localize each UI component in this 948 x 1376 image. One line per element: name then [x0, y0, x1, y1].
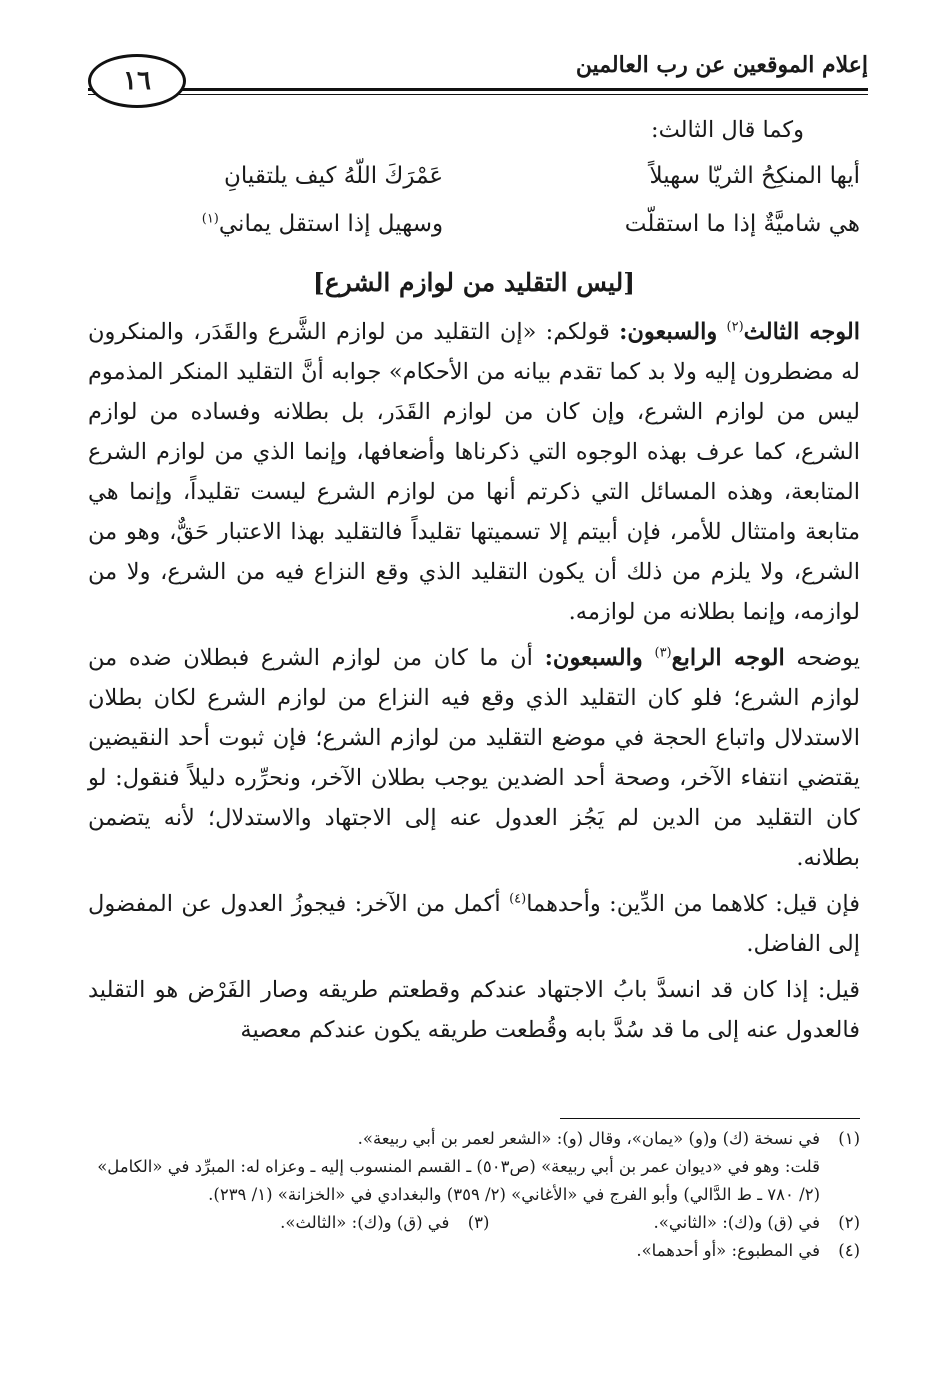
paragraph-lead: يوضحه [796, 645, 860, 671]
paragraph-text: أكمل من الآخر: فيجوزُ العدول عن المفضول إلى الفاضل. [88, 891, 860, 957]
footnote-number: (٣) [467, 1213, 490, 1232]
running-title: إعلام الموقعين عن رب العالمين [575, 52, 868, 78]
main-text [88, 110, 860, 1050]
aspect-label-cont: والسبعون: [544, 645, 643, 671]
paragraph-text: أن ما كان من لوازم الشرع فبطلان ضده من لوازم الشرع؛ فلو كان التقليد الذي وقع فيه النزاع من لوازم الشرع لكان بطلان الاستدلال واتباع الحجة في موضع التقليد من لوازم الشرع؛ فإن ثبوت أحد النقيضين يقتضي انتفاء الآخر، وصحة أحد الضدين يوجب بطلان الآخر، ونحرِّره دليلاً فنقول: لو كان التقليد من الدين لم يَجُز العدول عنه إلى الاجتهاد والاستدلال؛ لأنه يتضمن بطلانه. [88, 645, 860, 871]
paragraph-text: قولكم: «إن التقليد من لوازم الشَّرع والقَدَر، والمنكرون له مضطرون إليه ولا بد كما تقدم بيانه من الأحكام» جوابه أنَّ التقليد المنكر المذموم ليس من لوازم الشرع، وإن كان من لوازم القَدَر، بل بطلانه وفساده من لوازم الشرع، كما عرف بهذه الوجوه التي ذكرناها وأضعافها، وإنما الذي من لوازم الشرع المتابعة، وهذه المسائل التي ذكرتم أنها من لوازم الشرع ليست تقليداً، وإنما هي متابعة وامتثال للأمر، فإن أبيتم إلا تسميتها تقليداً فالتقليد بهذا الاعتبار حَقٌّ، وهو من الشرع، ولا يلزم من ذلك أن يكون التقليد الذي وقع النزاع فيه من الشرع، ولا من لوازمه، وإنما بطلانه من لوازمه. [88, 319, 860, 625]
footnote [489, 1209, 860, 1237]
header-rule [88, 88, 868, 91]
footnote-number: (٤) [838, 1241, 860, 1260]
poem-hemistich: أيها المنكِحُ الثريّا سهيلاً [649, 163, 860, 189]
footnote-row [88, 1209, 860, 1237]
poem-hemistich [88, 202, 443, 246]
poem-hemistich: عَمْرَكَ اللّهُ كيف يلتقيانِ [224, 163, 444, 189]
footnote-cont [88, 1153, 860, 1209]
aspect-label: الوجه الثالث [743, 319, 860, 345]
footnote-text: في المطبوع: «أو أحدهما». [636, 1241, 820, 1260]
footnote-mark: (٣) [654, 645, 672, 661]
page-number: ١٦ [88, 54, 186, 108]
header-rule-thin [88, 94, 868, 95]
aspect-label: الوجه الرابع [671, 645, 785, 671]
footnote-mark: (٤) [509, 891, 527, 907]
footnote-number: (١) [838, 1129, 860, 1148]
footnote [88, 1237, 860, 1265]
page-header [88, 46, 868, 96]
footnote-text: قلت: وهو في «ديوان عمر بن أبي ربيعة» (ص٥٠٣) ـ القسم المنسوب إليه ـ وعزاه له: المبرِّد في «الكامل» (٢/ ٧٨٠ ـ ط الدَّالي) وأبو الفرج في «الأغاني» (٢/ ٣٥٩) والبغدادي في «الخزانة» (١/ ٢٣٩). [97, 1157, 820, 1204]
poem-intro: وكما قال الثالث: [651, 117, 804, 143]
poem-line-2 [88, 202, 860, 246]
paragraph [88, 312, 860, 632]
paragraph [88, 970, 860, 1050]
section-heading: [ليس التقليد من لوازم الشرع] [312, 268, 636, 297]
paragraph-text: فإن قيل: كلاهما من الدِّين: وأحدهما [526, 891, 860, 917]
footnote-mark: (٢) [726, 319, 744, 335]
poem-hemistich-text: وسهيل إذا استقل يماني [218, 211, 444, 237]
footnote-rule [560, 1118, 860, 1119]
footnote-text: في (ق) و(ك): «الثاني». [653, 1213, 820, 1232]
footnote-mark: (١) [201, 211, 219, 227]
paragraph [88, 638, 860, 878]
footnote-text: في (ق) و(ك): «الثالث». [280, 1213, 450, 1232]
aspect-label-cont: والسبعون: [619, 319, 718, 345]
paragraph [88, 884, 860, 964]
footnote-number: (٢) [838, 1213, 860, 1232]
footnotes [88, 1118, 860, 1265]
poem-line-1 [88, 154, 860, 198]
paragraph-text: قيل: إذا كان قد انسدَّ بابُ الاجتهاد عندكم وقطعتم طريقه وصار الفَرْض هو التقليد فالعدول عنه إلى ما قد سُدَّ بابه وقُطعت طريقه يكون عندكم معصية [88, 977, 860, 1043]
poem-hemistich: هي شاميَّةٌ إذا ما استقلّت [624, 211, 860, 237]
footnote [88, 1125, 860, 1153]
footnote [119, 1209, 490, 1237]
footnote-text: في نسخة (ك) و(و) «يمان»، وقال (و): «الشعر لعمر بن أبي ربيعة». [357, 1129, 820, 1148]
